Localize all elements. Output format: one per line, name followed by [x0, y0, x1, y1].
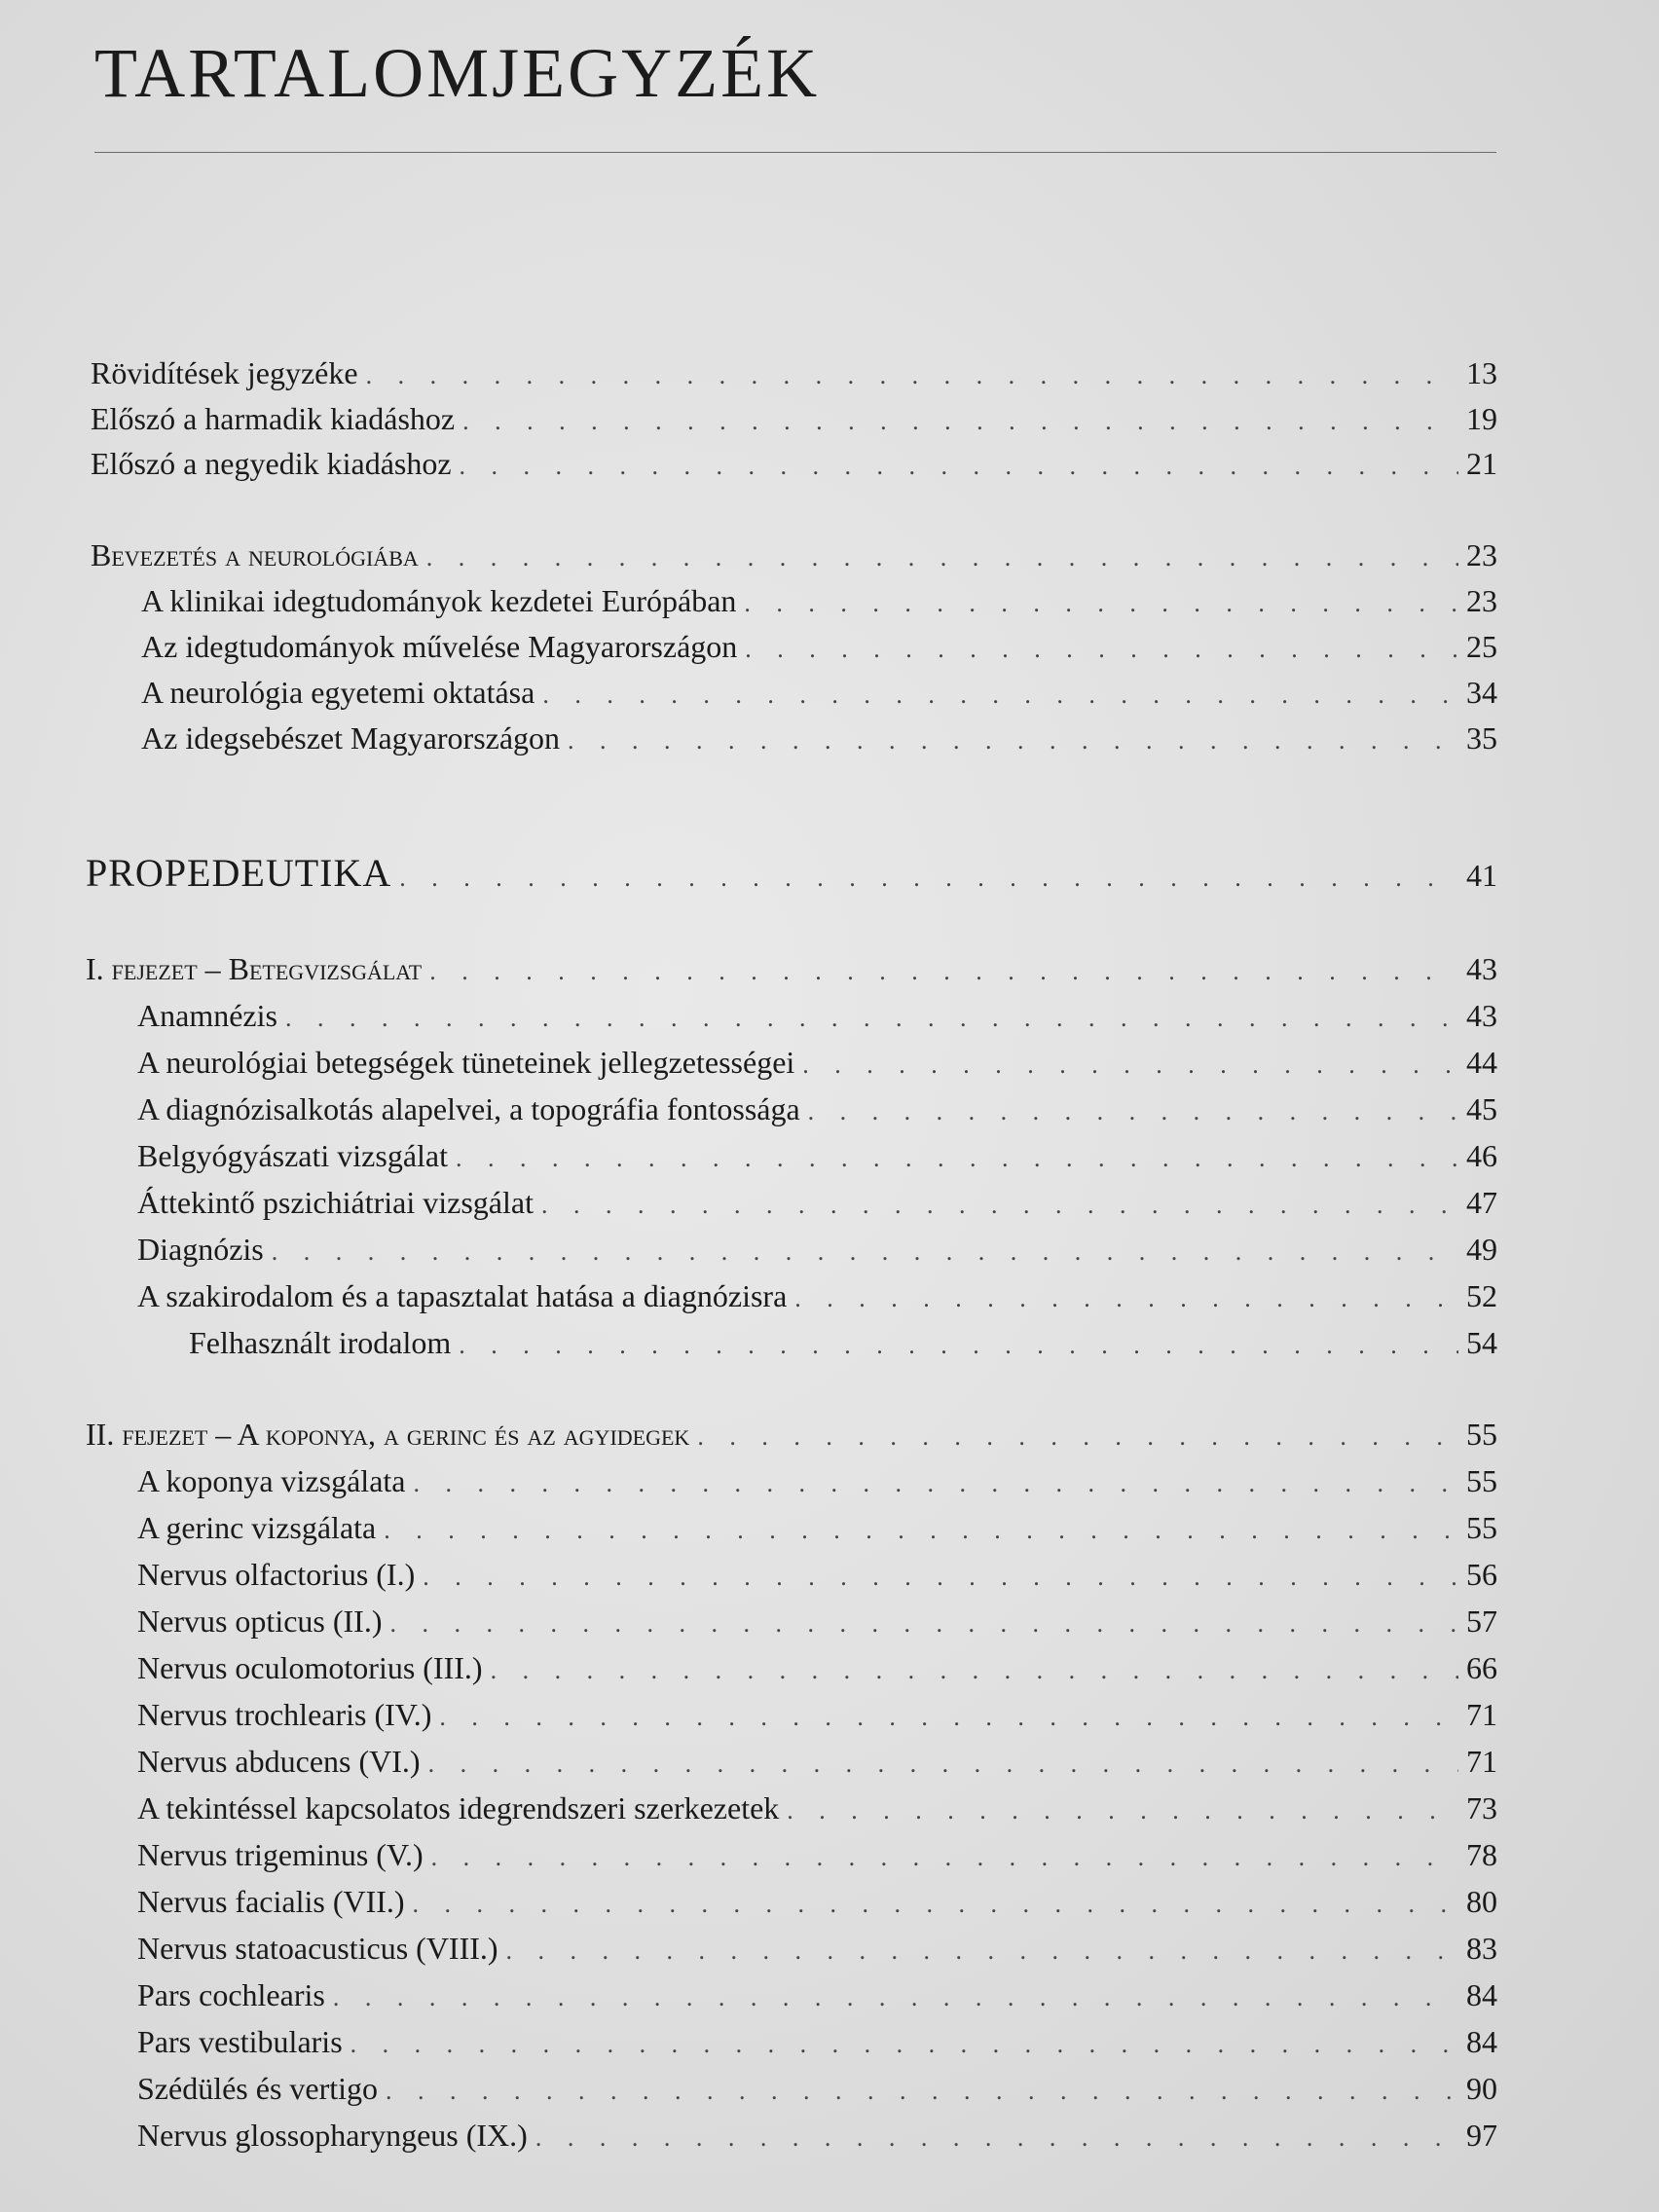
toc-leader-dots: [794, 1276, 1458, 1321]
toc-entry: [0, 1739, 1659, 1784]
toc-leader-dots: [439, 1695, 1458, 1740]
toc-entry-page: 55: [1466, 1463, 1497, 1498]
toc-leader-dots: [413, 1461, 1458, 1506]
toc-entry: [0, 670, 1659, 715]
toc-entry-label: Bevezetés a neurológiába: [91, 537, 419, 572]
toc-entry: [0, 441, 1659, 486]
toc-entry-page: 66: [1466, 1650, 1497, 1685]
toc-entry-label: Szédülés és vertigo: [137, 2071, 379, 2106]
toc-leader-dots: [462, 399, 1458, 444]
toc-entry: [0, 1972, 1659, 2017]
toc-leader-dots: [745, 627, 1458, 672]
toc-entry: [0, 1458, 1659, 1503]
toc-entry-page: 19: [1466, 401, 1497, 436]
toc-entry: [0, 1692, 1659, 1737]
toc-entry-label: Belgyógyászati vizsgálat: [137, 1138, 449, 1173]
toc-entry-label: Nervus trochlearis (IV.): [137, 1697, 432, 1732]
toc-entry-page: 78: [1466, 1837, 1497, 1872]
toc-entry: [0, 716, 1659, 760]
toc-entry-page: 46: [1466, 1138, 1497, 1173]
toc-chapter-heading: [0, 946, 1659, 991]
toc-entry: [0, 1879, 1659, 1924]
toc-chapter-heading: [0, 1412, 1659, 1456]
toc-entry-page: 71: [1466, 1697, 1497, 1732]
toc-leader-dots: [744, 581, 1458, 626]
toc-entry-page: 54: [1466, 1325, 1497, 1360]
toc-leader-dots: [413, 1882, 1458, 1927]
toc-leader-dots: [542, 673, 1458, 718]
toc-entry: [0, 1645, 1659, 1690]
toc-entry-page: 90: [1466, 2071, 1497, 2106]
toc-leader-dots: [426, 535, 1458, 580]
toc-leader-dots: [568, 719, 1458, 763]
toc-entry-label: Diagnózis: [137, 1232, 264, 1267]
toc-entry-label: Előszó a negyedik kiadáshoz: [91, 446, 452, 481]
toc-entry: [0, 1505, 1659, 1550]
toc-leader-dots: [541, 1183, 1458, 1228]
toc-leader-dots: [333, 1975, 1458, 2020]
toc-entry: [0, 1832, 1659, 1877]
toc-entry-label: A szakirodalom és a tapasztalat hatása a diagnózisra: [137, 1278, 788, 1313]
toc-entry-label: II. fejezet – A koponya, a gerinc és az agyidegek: [86, 1417, 690, 1452]
toc-leader-dots: [491, 1648, 1458, 1693]
toc-leader-dots: [808, 1089, 1458, 1134]
toc-leader-dots: [272, 1230, 1458, 1274]
toc-leader-dots: [535, 2116, 1458, 2160]
toc-entry-label: Nervus facialis (VII.): [137, 1884, 405, 1919]
page-title: TARTALOMJEGYZÉK: [94, 34, 821, 112]
toc-entry-label: I. fejezet – Betegvizsgálat: [86, 951, 423, 986]
toc-entry-page: 52: [1466, 1278, 1497, 1313]
toc-entry: [0, 1180, 1659, 1225]
toc-entry-label: Az idegtudományok művelése Magyarországon: [141, 629, 738, 664]
toc-leader-dots: [350, 2022, 1458, 2067]
toc-entry-page: 56: [1466, 1557, 1497, 1592]
toc-leader-dots: [429, 949, 1458, 994]
toc-leader-dots: [802, 1043, 1458, 1088]
toc-entry: [0, 1040, 1659, 1085]
toc-leader-dots: [506, 1929, 1458, 1973]
toc-leader-dots: [389, 1602, 1458, 1646]
toc-leader-dots: [459, 1323, 1458, 1368]
toc-entry: [0, 1273, 1659, 1318]
toc-entry: [0, 1133, 1659, 1178]
toc-entry-page: 23: [1466, 583, 1497, 618]
toc-entry-label: Nervus opticus (II.): [137, 1604, 383, 1639]
toc-entry-page: 97: [1466, 2118, 1497, 2153]
toc-entry-page: 23: [1466, 537, 1497, 572]
toc-entry-label: A neurológia egyetemi oktatása: [141, 675, 535, 710]
toc-entry-label: Nervus glossopharyngeus (IX.): [137, 2118, 528, 2153]
toc-entry-page: 57: [1466, 1604, 1497, 1639]
toc-entry: [0, 2066, 1659, 2111]
toc-part-heading: [0, 851, 1659, 896]
toc-entry-page: 55: [1466, 1510, 1497, 1545]
toc-entry: [0, 993, 1659, 1038]
toc-entry-label: Anamnézis: [137, 998, 277, 1033]
toc-entry: [0, 2019, 1659, 2064]
toc-entry: [0, 1786, 1659, 1830]
toc-leader-dots: [697, 1415, 1458, 1459]
toc-entry-page: 49: [1466, 1232, 1497, 1267]
toc-leader-dots: [787, 1788, 1458, 1833]
toc-entry-label: Pars vestibularis: [137, 2024, 343, 2059]
toc-entry-label: A koponya vizsgálata: [137, 1463, 406, 1498]
toc-leader-dots: [431, 1835, 1458, 1880]
toc-entry: [0, 350, 1659, 395]
toc-entry-label: Az idegsebészet Magyarországon: [141, 720, 561, 756]
toc-leader-dots: [366, 353, 1458, 398]
toc-entry-page: 73: [1466, 1790, 1497, 1825]
toc-entry-page: 41: [1466, 858, 1497, 893]
toc-leader-dots: [285, 996, 1458, 1041]
toc-entry: [0, 396, 1659, 441]
toc-entry-label: Felhasznált irodalom: [189, 1325, 452, 1360]
toc-entry: [0, 2113, 1659, 2157]
toc-entry-label: Pars cochlearis: [137, 1977, 325, 2012]
toc-entry-label: A neurológiai betegségek tüneteinek jellegzetességei: [137, 1045, 795, 1080]
toc-entry-label: PROPEDEUTIKA: [86, 851, 392, 895]
toc-entry-page: 84: [1466, 1977, 1497, 2012]
toc-entry: [0, 578, 1659, 623]
toc-entry: [0, 624, 1659, 669]
toc-entry-label: Nervus trigeminus (V.): [137, 1837, 424, 1872]
toc-entry-label: A gerinc vizsgálata: [137, 1510, 377, 1545]
toc-entry-page: 83: [1466, 1931, 1497, 1966]
toc-leader-dots: [428, 1742, 1458, 1787]
toc-entry-page: 47: [1466, 1185, 1497, 1220]
toc-entry-page: 43: [1466, 951, 1497, 986]
toc-entry-page: 21: [1466, 446, 1497, 481]
toc-entry-page: 84: [1466, 2024, 1497, 2059]
toc-entry-label: A klinikai idegtudományok kezdetei Európában: [141, 583, 737, 618]
toc-entry-page: 55: [1466, 1417, 1497, 1452]
toc-entry-page: 35: [1466, 720, 1497, 756]
toc-entry: [0, 1599, 1659, 1643]
toc-entry-page: 71: [1466, 1744, 1497, 1779]
toc-entry-label: Áttekintő pszichiátriai vizsgálat: [137, 1185, 534, 1220]
toc-entry-page: 25: [1466, 629, 1497, 664]
toc-leader-dots: [456, 1136, 1458, 1181]
toc-leader-dots: [399, 856, 1458, 901]
toc-entry-label: Rövidítések jegyzéke: [91, 355, 358, 390]
toc-entry-page: 13: [1466, 355, 1497, 390]
toc-leader-dots: [423, 1555, 1458, 1600]
toc-entry-page: 80: [1466, 1884, 1497, 1919]
toc-entry-label: A diagnózisalkotás alapelvei, a topográfia fontossága: [137, 1091, 800, 1126]
toc-entry-page: 44: [1466, 1045, 1497, 1080]
toc-entry: [0, 1552, 1659, 1597]
toc-entry: [0, 1227, 1659, 1272]
toc-leader-dots: [460, 444, 1458, 489]
toc-entry-label: Nervus statoacusticus (VIII.): [137, 1931, 498, 1966]
toc-entry-label: Nervus abducens (VI.): [137, 1744, 421, 1779]
toc-leader-dots: [386, 2069, 1458, 2114]
toc-entry: [0, 1926, 1659, 1971]
toc-entry: [0, 1320, 1659, 1365]
toc-entry-label: A tekintéssel kapcsolatos idegrendszeri szerkezetek: [137, 1790, 780, 1825]
toc-entry-label: Nervus oculomotorius (III.): [137, 1650, 483, 1685]
toc-entry-page: 43: [1466, 998, 1497, 1033]
toc-entry-page: 45: [1466, 1091, 1497, 1126]
toc-entry-page: 34: [1466, 675, 1497, 710]
toc-entry-label: Előszó a harmadik kiadáshoz: [91, 401, 456, 436]
toc-section-heading: [0, 533, 1659, 577]
toc-entry: [0, 1087, 1659, 1131]
toc-entry-label: Nervus olfactorius (I.): [137, 1557, 416, 1592]
toc-leader-dots: [384, 1508, 1458, 1553]
